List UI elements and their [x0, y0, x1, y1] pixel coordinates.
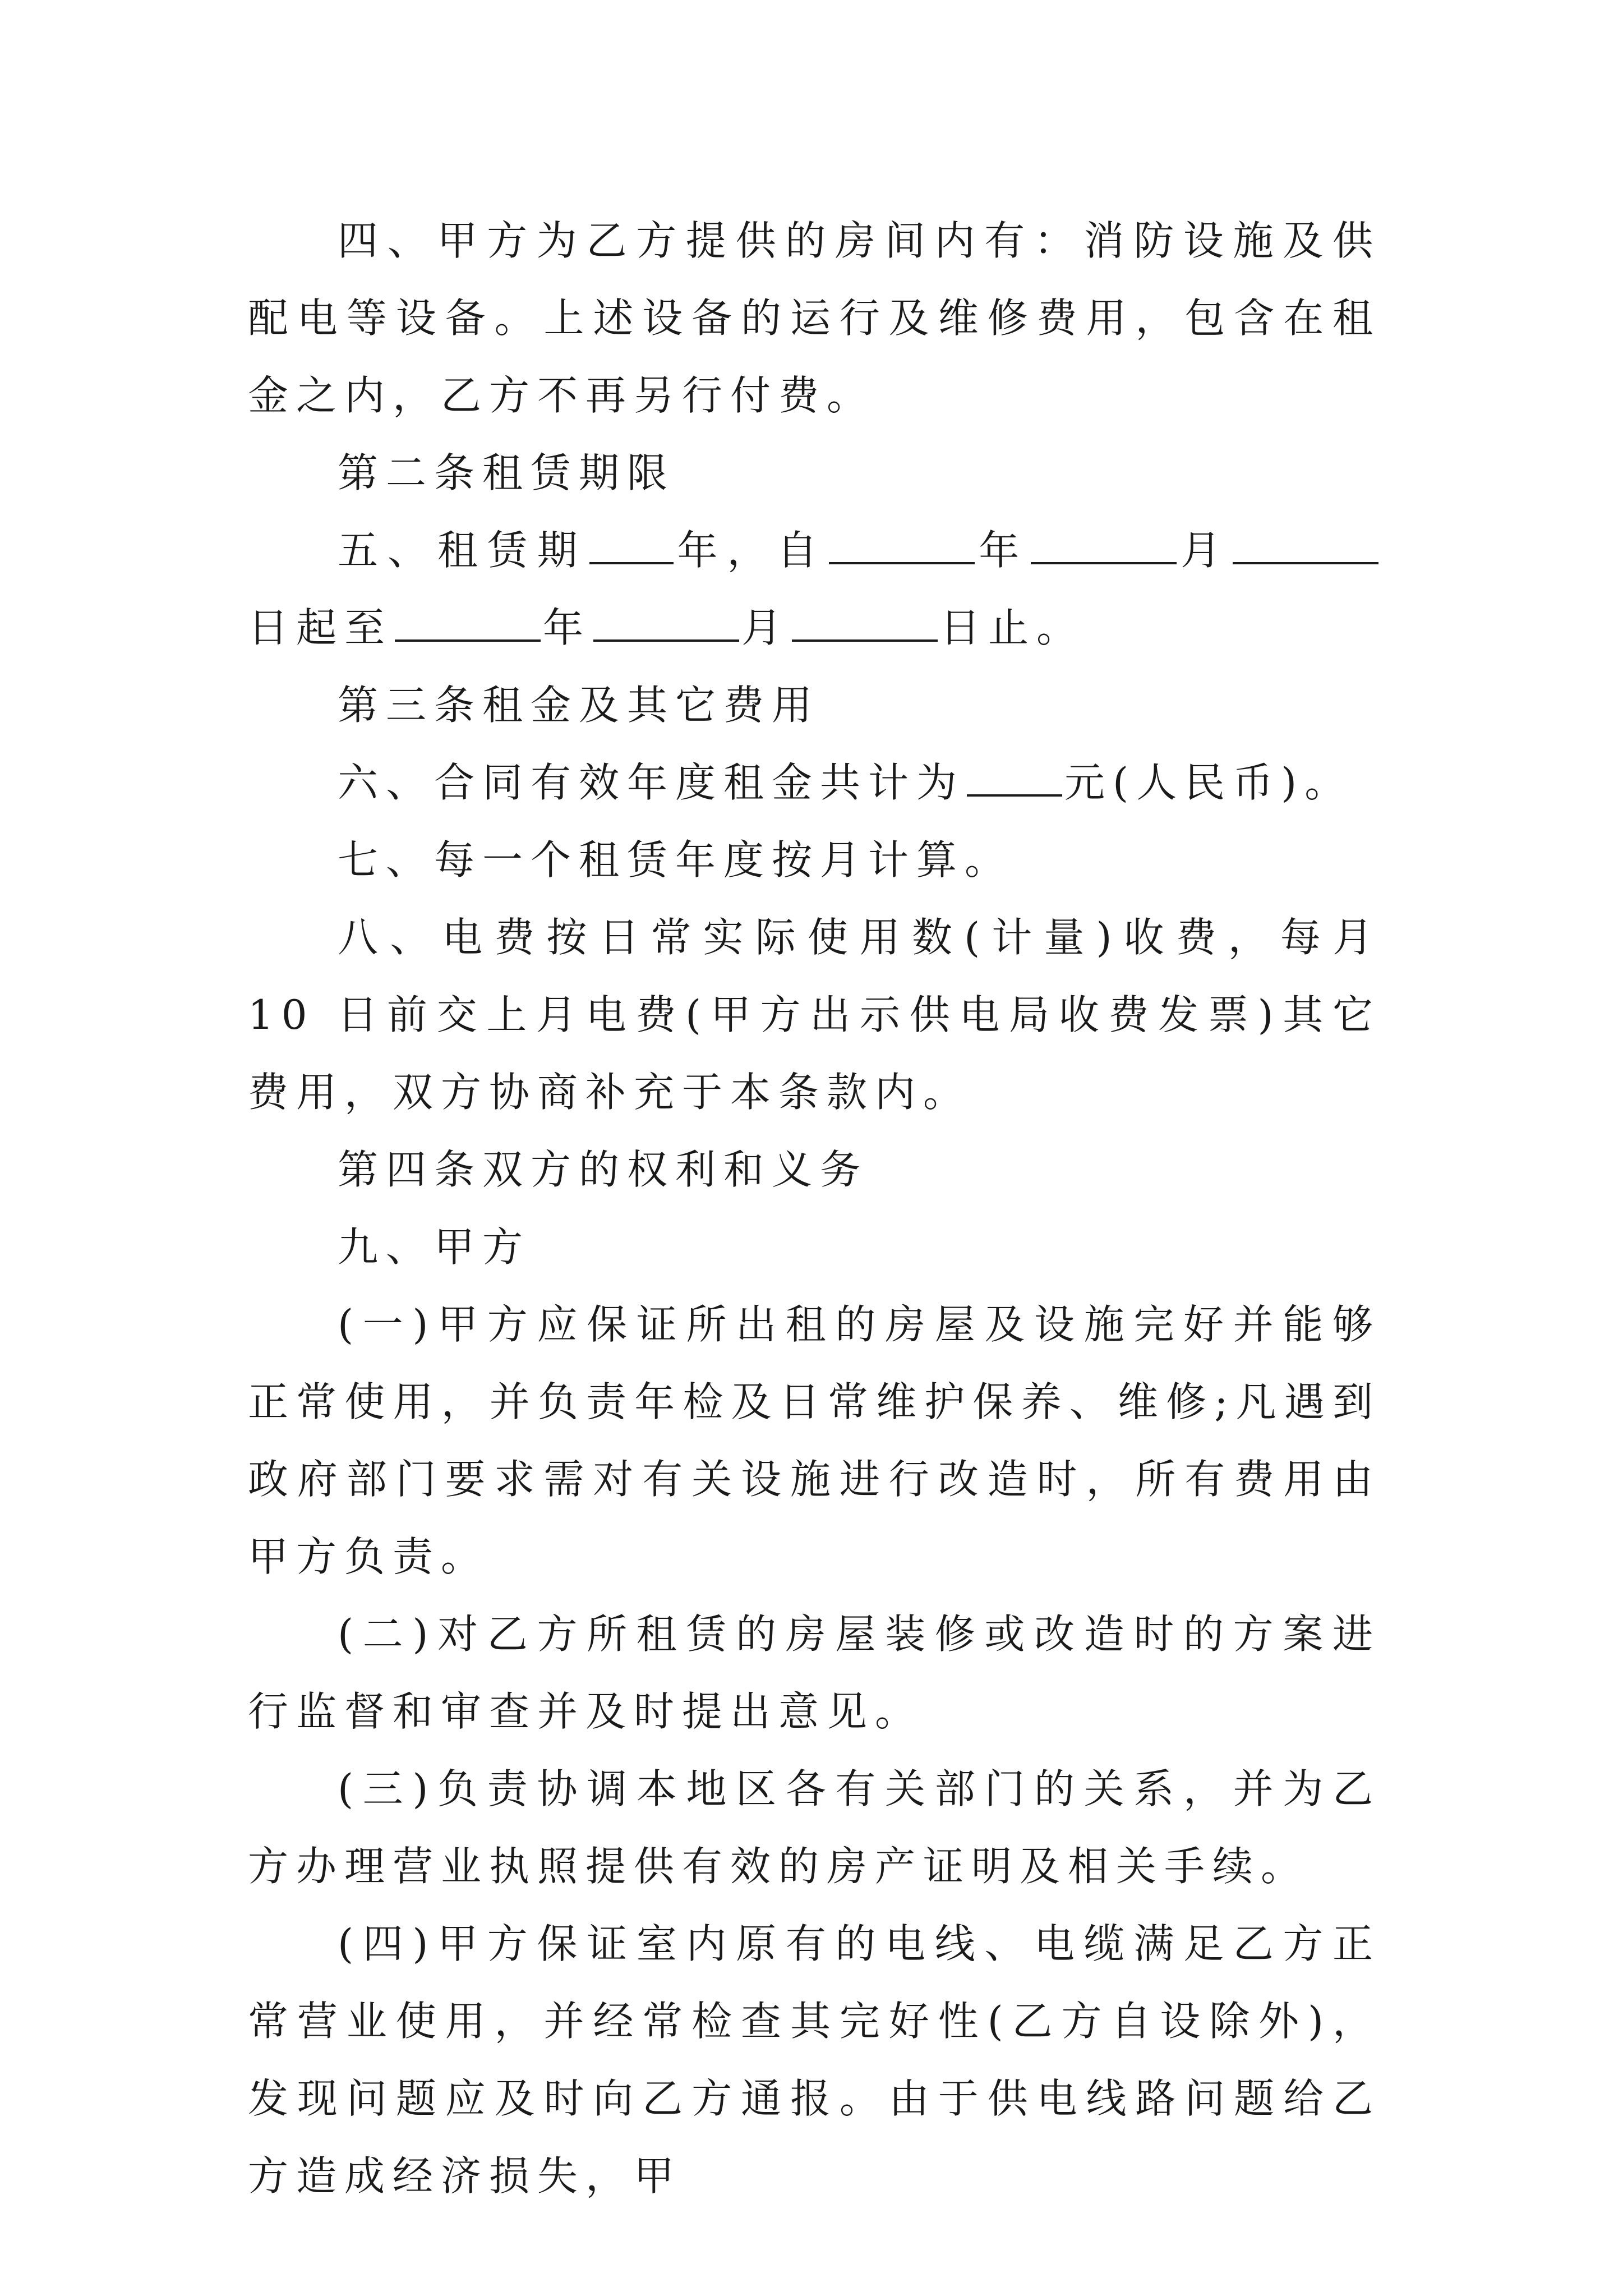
paragraph-facilities: 四、甲方为乙方提供的房间内有：消防设施及供配电等设备。上述设备的运行及维修费用，包含在租金之内，乙方不再另行付费。	[248, 217, 1381, 419]
item-2: (二)对乙方所租赁的房屋装修或改造时的方案进行监督和审查并及时提出意见。	[248, 1611, 1381, 1735]
lease-term-text-c: 年	[977, 527, 1029, 574]
document-page	[248, 202, 1381, 2215]
lease-term-text-e: 日起至	[248, 604, 393, 651]
paragraph-monthly: 七、每一个租赁年度按月计算。	[338, 836, 1013, 884]
blank-end-day[interactable]	[792, 606, 938, 642]
heading-article-2: 第二条租赁期限	[338, 449, 676, 496]
paragraph-rent-total	[248, 744, 1381, 821]
blank-start-year[interactable]	[829, 528, 975, 564]
heading-article-3: 第三条租金及其它费用	[338, 682, 820, 729]
blank-start-month[interactable]	[1031, 528, 1177, 564]
rent-text-b: 元(人民币)。	[1064, 759, 1353, 806]
item-4: (四)甲方保证室内原有的电线、电缆满足乙方正常营业使用，并经常检查其完好性(乙方自设除外)，发现问题应及时向乙方通报。由于供电线路问题给乙方造成经济损失，甲	[248, 1920, 1381, 2200]
blank-years[interactable]	[589, 528, 674, 564]
blank-end-year[interactable]	[395, 606, 541, 642]
paragraph-party-a: 九、甲方	[338, 1223, 531, 1271]
blank-end-month[interactable]	[593, 606, 739, 642]
item-1: (一)甲方应保证所出租的房屋及设施完好并能够正常使用，并负责年检及日常维护保养、维修;凡遇到政府部门要求需对有关设施进行改造时，所有费用由甲方负责。	[248, 1301, 1381, 1580]
paragraph-electricity: 八、电费按日常实际使用数(计量)收费，每月 10 日前交上月电费(甲方出示供电局收费发票)其它费用，双方协商补充于本条款内。	[248, 914, 1381, 1116]
lease-term-text-a: 五、租赁期	[338, 527, 587, 574]
lease-term-text-d: 月	[1179, 527, 1230, 574]
item-3: (三)负责协调本地区各有关部门的关系，并为乙方办理营业执照提供有效的房产证明及相关手续。	[248, 1765, 1381, 1890]
blank-start-day[interactable]	[1233, 528, 1378, 564]
lease-term-text-b: 年，自	[675, 527, 827, 574]
rent-text-a: 六、合同有效年度租金共计为	[338, 759, 965, 806]
lease-term-text-g: 月	[741, 604, 790, 651]
heading-article-4: 第四条双方的权利和义务	[338, 1146, 869, 1193]
lease-term-text-h: 日止。	[940, 604, 1085, 651]
paragraph-lease-term	[248, 512, 1381, 666]
lease-term-text-f: 年	[543, 604, 592, 651]
blank-rent-amount[interactable]	[967, 761, 1062, 797]
